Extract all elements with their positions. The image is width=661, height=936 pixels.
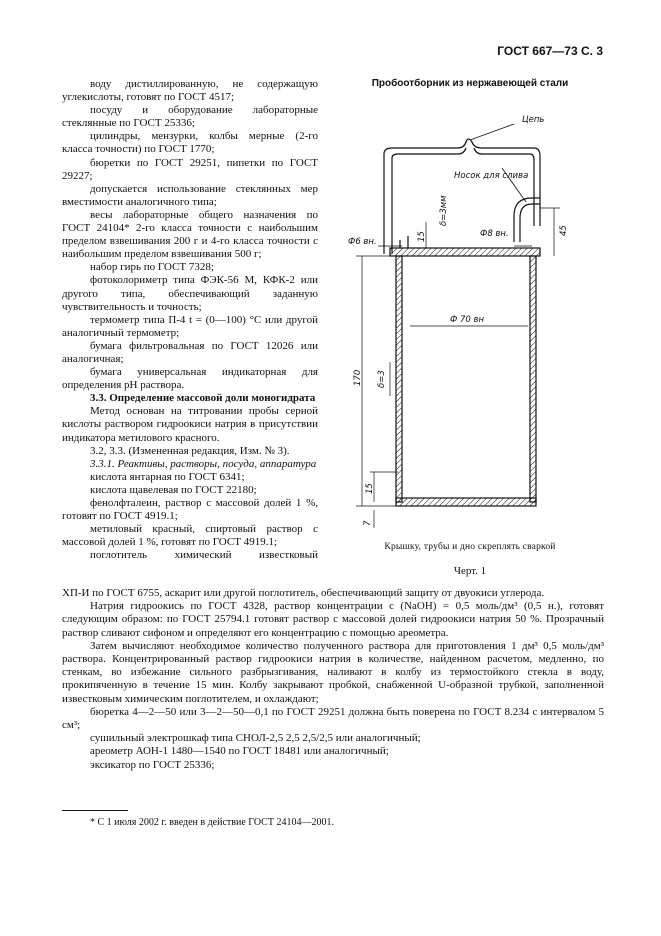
paragraph: сушильный электрошкаф типа СНОЛ-2,5 2,5 2,5/2,5 или аналогичный; — [90, 732, 421, 745]
label-thick-top: δ=3мм — [439, 195, 449, 226]
paragraph: Метод основан на титровании пробы серной кислоты раствором гидроокиси натрия в присутствии индикатора метилового красного. — [62, 405, 318, 444]
paragraph: набор гирь по ГОСТ 7328; — [90, 261, 214, 274]
label-dim-15-top: 15 — [417, 231, 427, 242]
paragraph: бумага универсальная индикаторная для определения pH раствора. — [62, 366, 318, 392]
figure-caption: Крышку, трубы и дно скреплять сваркой — [384, 542, 556, 552]
paragraph: допускается использование стеклянных мер вместимости аналогичного типа; — [62, 182, 318, 208]
paragraph: фенолфталеин, раствор с массовой долей 1 %, готовят по ГОСТ 4919.1; — [62, 497, 318, 523]
sampler-drawing — [334, 96, 604, 536]
paragraph: бюретки по ГОСТ 29251, пипетки по ГОСТ 29227; — [62, 156, 318, 182]
paragraph: цилиндры, мензурки, колбы мерные (2-го класса точности) по ГОСТ 1770; — [62, 130, 318, 156]
label-d-right: Ф8 вн. — [480, 229, 509, 239]
paragraph: бумага фильтровальная по ГОСТ 12026 или аналогичная; — [62, 339, 318, 365]
paragraph: Натрия гидроокись по ГОСТ 4328, раствор концентрации c (NaOH) = 0,5 моль/дм³ (0,5 н.), готовят следующим образом: по ГОСТ 25794.1 готовят раствор с массовой долей гидроокиси натрия 50 %. Прозрачный раствор сливают сифоном и определяют его концентрацию с помощью ареометра. — [62, 600, 604, 639]
label-dim-45: 45 — [559, 225, 569, 236]
label-dim-15-bottom: 15 — [365, 483, 375, 494]
label-dim-7: 7 — [363, 520, 373, 526]
paragraph: воду дистиллированную, не содержащую углекислоты, готовят по ГОСТ 4517; — [62, 78, 318, 104]
figure-title: Пробоотборник из нержавеющей стали — [371, 78, 569, 89]
figure-number: Черт. 1 — [453, 565, 487, 577]
paragraph: метиловый красный, спиртовый раствор с массовой долей 1 %, готовят по ГОСТ 4919.1; — [62, 523, 318, 549]
label-spout: Носок для слива — [454, 171, 529, 181]
paragraph: ареометр АОН-1 1480—1540 по ГОСТ 18481 или аналогичный; — [90, 745, 389, 758]
paragraph: весы лабораторные общего назначения по ГОСТ 24104* 2-го класса точности с наибольшим пределом взвешивания 200 г и 4-го класса точности с наибольшим пределом взвешивания 500 г; — [62, 208, 318, 261]
label-thick-wall: δ=3 — [377, 370, 387, 388]
label-chain: Цепь — [522, 115, 545, 125]
paragraph: поглотитель химический известковый — [90, 549, 318, 562]
paragraph: ХП-И по ГОСТ 6755, аскарит или другой поглотитель, обеспечивающий защиту от двуокиси углерода. — [62, 587, 545, 599]
label-d-left: Ф6 вн. — [348, 237, 377, 247]
footnote: * С 1 июля 2002 г. введен в действие ГОСТ 24104—2001. — [90, 817, 334, 828]
paragraph: термометр типа П-4 t = (0—100) °С или другой аналогичный термометр; — [62, 313, 318, 339]
spout — [514, 198, 540, 242]
chain-line — [392, 148, 534, 254]
paragraph: Затем вычисляют необходимое количество полученного раствора для приготовления 1 дм³ 0,5 моль/дм³ раствора. Концентрированный раствор гидроокиси натрия в количестве, найденном расчетом, медленно, по стенкам, во избежание сильного разбрызгивания, наливают в колбу из термостойкого стекла в воду, прокипяченную в течение 15 мин. Колбу закрывают пробкой, снабженной U-образной трубкой, заполненной известковым химическим поглотителем, и охлаждают; — [62, 639, 604, 705]
subsection-heading: 3.3.1. Реактивы, растворы, посуда, аппаратура — [90, 457, 317, 470]
left-column — [62, 78, 318, 562]
page-header: ГОСТ 667—73 С. 3 — [497, 44, 603, 58]
label-dim-170: 170 — [353, 369, 363, 386]
paragraph: фотоколориметр типа ФЭК-56 М, КФК-2 или другого типа, обеспечивающий заданную чувствительность и точность; — [62, 274, 318, 313]
footnote-rule — [62, 810, 128, 811]
label-d-body: Ф 70 вн — [450, 315, 485, 325]
chain-line — [384, 139, 540, 254]
paragraph: бюретка 4—2—50 или 3—2—50—0,1 по ГОСТ 29251 должна быть поверена по ГОСТ 8.234 с интервалом 5 см³; — [62, 705, 604, 732]
paragraph: кислота янтарная по ГОСТ 6341; — [90, 470, 245, 483]
section-heading: 3.3. Определение массовой доли моногидрата — [90, 392, 316, 405]
paragraph: кислота щавелевая по ГОСТ 22180; — [90, 483, 257, 496]
paragraph: эксикатор по ГОСТ 25336; — [90, 758, 215, 771]
full-width-text — [62, 587, 604, 772]
paragraph: посуду и оборудование лабораторные стеклянные по ГОСТ 25336; — [62, 104, 318, 130]
paragraph: 3.2, 3.3. (Измененная редакция, Изм. № 3). — [90, 444, 290, 457]
